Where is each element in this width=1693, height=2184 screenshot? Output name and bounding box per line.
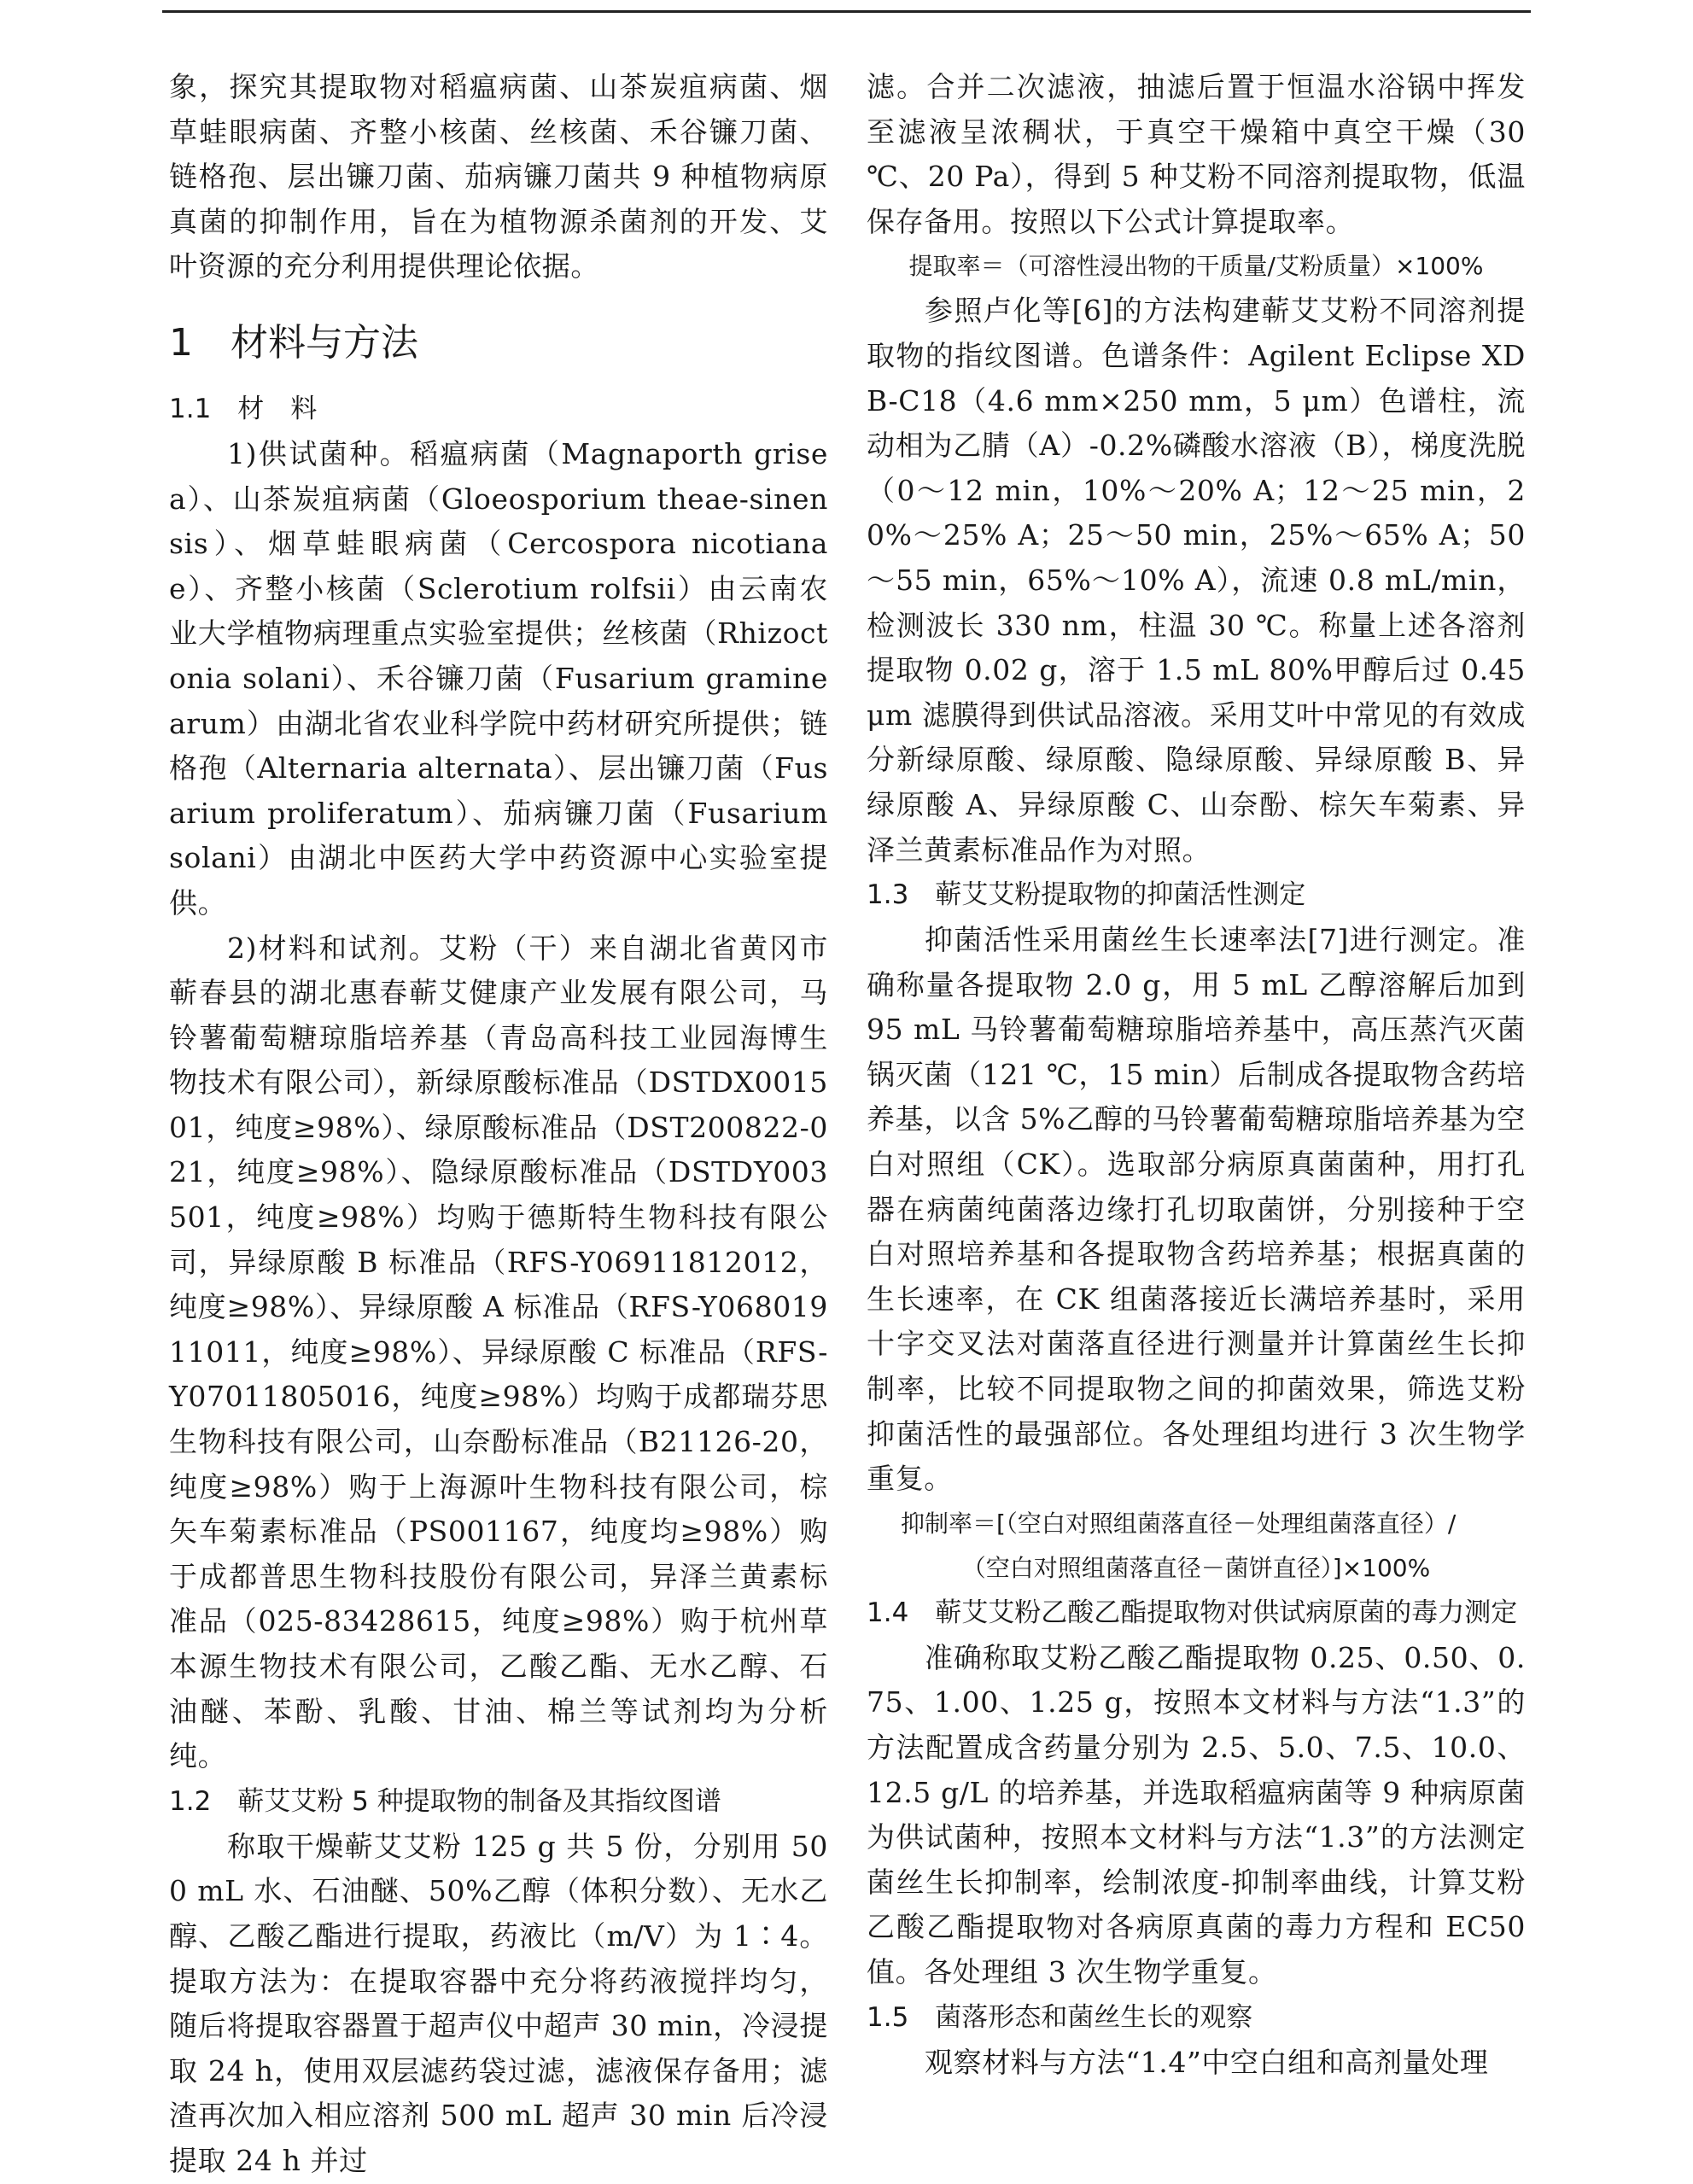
intro-paragraph: 象，探究其提取物对稻瘟病菌、山茶炭疽病菌、烟草蛙眼病菌、齐整小核菌、丝核菌、禾谷镰刀菌、链格孢、层出镰刀菌、茄病镰刀菌共 9 种植物病原真菌的抑制作用，旨在为植物源杀菌剂的开发、艾叶资源的充分利用提供理论依据。 [169,70,828,283]
formula-inhibition-line-2: （空白对照组菌落直径－菌饼直径）]×100% [961,1553,1431,1582]
materials-paragraph: 2)材料和试剂。艾粉（干）来自湖北省黄冈市蕲春县的湖北惠春蕲艾健康产业发展有限公司，马铃薯葡萄糖琼脂培养基（青岛高科技工业园海博生物技术有限公司），新绿原酸标准品（DSTDX001501，纯度≥98%）、绿原酸标准品（DST200822-021，纯度≥98%）、隐绿原酸标准品（DSTDY003501，纯度≥98%）均购于德斯特生物科技有限公司，异绿原酸 B 标准品（RFS-Y06911812012，纯度≥98%）、异绿原酸 A 标准品（RFS-Y06801911011，纯度≥98%）、异绿原酸 C 标准品（RFS-Y07011805016，纯度≥98%）均购于成都瑞芬思生物科技有限公司，山奈酚标准品（B21126-20，纯度≥98%）购于上海源叶生物科技有限公司，棕矢车菊素标准品（PS001167，纯度均≥98%）购于成都普思生物科技股份有限公司，异泽兰黄素标准品（025-83428615，纯度≥98%）购于杭州草本源生物技术有限公司，乙酸乙酯、无水乙醇、石油醚、苯酚、乳酸、甘油、棉兰等试剂均为分析纯。 [169,931,828,1773]
header-rule [162,10,1531,13]
subsection-heading-1-3: 1.3 蕲艾艾粉提取物的抑菌活性测定 [867,879,1306,911]
continued-paragraph: 滤。合并二次滤液，抽滤后置于恒温水浴锅中挥发至滤液呈浓稠状，于真空干燥箱中真空干燥（30 ℃、20 Pa），得到 5 种艾粉不同溶剂提取物，低温保存备用。按照以下公式计算提取率。 [867,70,1526,238]
fingerprint-paragraph: 参照卢化等[6]的方法构建蕲艾艾粉不同溶剂提取物的指纹图谱。色谱条件：Agilent Eclipse XDB-C18（4.6 mm×250 mm，5 μm）色谱柱，流动相为乙腈（A）-0.2%磷酸水溶液（B），梯度洗脱（0～12 min，10%～20% A；12～25 min，20%～25% A；25～50 min，25%～65% A；50～55 min，65%～10% A），流速 0.8 mL/min，检测波长 330 nm，柱温 30 ℃。称量上述各溶剂提取物 0.02 g，溶于 1.5 mL 80%甲醇后过 0.45 μm 滤膜得到供试品溶液。采用艾叶中常见的有效成分新绿原酸、绿原酸、隐绿原酸、异绿原酸 B、异绿原酸 A、异绿原酸 C、山奈酚、棕矢车菊素、异泽兰黄素标准品作为对照。 [867,294,1526,867]
formula-extraction-rate: 提取率＝（可溶性浸出物的干质量/艾粉质量）×100% [908,252,1484,281]
subsection-heading-1-2: 1.2 蕲艾艾粉 5 种提取物的制备及其指纹图谱 [169,1785,721,1817]
subsection-heading-1-4: 1.4 蕲艾艾粉乙酸乙酯提取物对供试病原菌的毒力测定 [867,1597,1518,1628]
right-column [867,65,1526,2085]
extraction-paragraph: 称取干燥蕲艾艾粉 125 g 共 5 份，分别用 500 mL 水、石油醚、50%乙醇（体积分数）、无水乙醇、乙酸乙酯进行提取，药液比（m/V）为 1∶4。提取方法为：在提取容器中充分将药液搅拌均匀，随后将提取容器置于超声仪中超声 30 min，冷浸提取 24 h，使用双层滤药袋过滤，滤液保存备用；滤渣再次加入相应溶剂 500 mL 超声 30 min 后冷浸提取 24 h 并过 [169,1829,828,2177]
left-column [169,65,828,2184]
subsection-heading-1-1: 1.1 材 料 [169,393,318,424]
strains-paragraph: 1)供试菌种。稻瘟病菌（Magnaporth grisea）、山茶炭疽病菌（Gloeosporium theae-sinensis）、烟草蛙眼病菌（Cercospora nicotianae）、齐整小核菌（Sclerotium rolfsii）由云南农业大学植物病理重点实验室提供；丝核菌（Rhizoctonia solani）、禾谷镰刀菌（Fusarium graminearum）由湖北省农业科学院中药材研究所提供；链格孢（Alternaria alternata）、层出镰刀菌（Fusarium proliferatum）、茄病镰刀菌（Fusarium solani）由湖北中医药大学中药资源中心实验室提供。 [169,436,828,920]
section-heading-materials-methods: 1 材料与方法 [169,320,418,365]
formula-inhibition-line-1: 抑制率＝[（空白对照组菌落直径－处理组菌落直径）/ [901,1509,1457,1538]
toxicity-paragraph: 准确称取艾粉乙酸乙酯提取物 0.25、0.50、0.75、1.00、1.25 g，按照本文材料与方法“1.3”的方法配置成含药量分别为 2.5、5.0、7.5、10.0、12.5 g/L 的培养基，并选取稻瘟病菌等 9 种病原菌为供试菌种，按照本文材料与方法“1.3”的方法测定菌丝生长抑制率，绘制浓度-抑制率曲线，计算艾粉乙酸乙酯提取物对各病原真菌的毒力方程和 EC50 值。各处理组 3 次生物学重复。 [867,1640,1526,1988]
activity-paragraph: 抑菌活性采用菌丝生长速率法[7]进行测定。准确称量各提取物 2.0 g，用 5 mL 乙醇溶解后加到 95 mL 马铃薯葡萄糖琼脂培养基中，高压蒸汽灭菌锅灭菌（121 ℃，15 min）后制成各提取物含药培养基，以含 5%乙醇的马铃薯葡萄糖琼脂培养基为空白对照组（CK）。选取部分病原真菌菌种，用打孔器在病菌纯菌落边缘打孔切取菌饼，分别接种于空白对照培养基和各提取物含药培养基；根据真菌的生长速率，在 CK 组菌落接近长满培养基时，采用十字交叉法对菌落直径进行测量并计算菌丝生长抑制率，比较不同提取物之间的抑菌效果，筛选艾粉抑菌活性的最强部位。各处理组均进行 3 次生物学重复。 [867,923,1526,1496]
subsection-heading-1-5: 1.5 菌落形态和菌丝生长的观察 [867,2001,1253,2033]
observation-paragraph: 观察材料与方法“1.4”中空白组和高剂量处理 [925,2045,1489,2079]
